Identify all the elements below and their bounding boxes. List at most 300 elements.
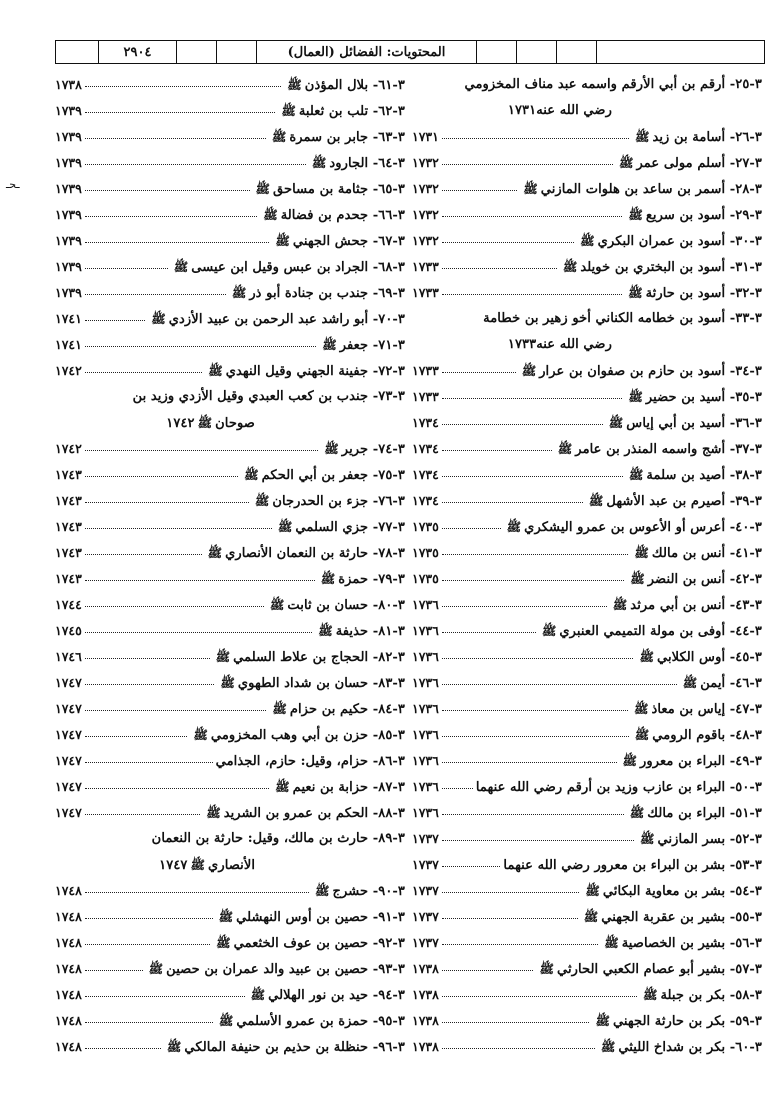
dot-leader: [85, 727, 188, 737]
entry-page-number: ١٧٤٨: [55, 1013, 82, 1028]
entry-page-number: ١٧٣٦: [412, 805, 439, 820]
entry-title: ٣-٦٥- جثامة بن مساحق: [273, 182, 405, 197]
entry-page-number: ١٧٣٧: [412, 909, 439, 924]
dot-leader: [442, 1039, 595, 1049]
toc-entry: [55, 124, 405, 150]
entry-page-number: ١٧٣٩: [55, 207, 82, 222]
toc-entry: [55, 280, 405, 306]
toc-entry: [412, 696, 762, 722]
toc-entry: [412, 176, 762, 202]
toc-entry: [55, 72, 405, 98]
dot-leader: [442, 467, 623, 477]
toc-entry: [412, 306, 762, 332]
entry-title: ٣-٧٩- حمزة: [338, 572, 405, 587]
entry-page-number: ١٧٣٦: [412, 727, 439, 742]
dot-leader: [85, 441, 318, 451]
toc-entry: [412, 1034, 762, 1060]
continuation-text: رضي الله عنه: [536, 103, 612, 118]
entry-title: ٣-٥١- البراء بن مالك: [647, 806, 762, 821]
entry-page-number: ١٧٤٨: [55, 987, 82, 1002]
entry-title: ٣-٤٢- أنس بن النضر: [647, 572, 762, 587]
honorific-glyph: ﷺ: [523, 182, 538, 196]
entry-title: ٣-٦١- بلال المؤذن: [304, 78, 405, 93]
dot-leader: [442, 909, 578, 919]
toc-entry: [412, 930, 762, 956]
honorific-glyph: ﷺ: [215, 650, 231, 664]
toc-entry: [55, 982, 405, 1008]
entry-title: ٣-٣٨- أصيد بن سلمة: [646, 468, 762, 483]
entry-title: ٣-٧٥- جعفر بن أبي الحكم: [261, 468, 405, 483]
honorific-glyph: ﷺ: [197, 416, 213, 430]
honorific-glyph: ﷺ: [634, 728, 650, 742]
toc-entry: [412, 72, 762, 98]
entry-page-number: ١٧٣٥: [412, 571, 439, 586]
entry-page-number: ١٧٣٨: [412, 987, 439, 1002]
entry-title: ٣-٨٧- حزابة بن نعيم: [292, 780, 405, 795]
entry-title: ٣-٦٠- بكر بن شداخ الليثي: [618, 1040, 762, 1055]
toc-entry: [412, 280, 762, 306]
entry-title: ٣-٦٣- جابر بن سمرة: [289, 130, 405, 145]
entry-title: ٣-٨١- حذيفة: [335, 624, 405, 639]
dot-leader: [85, 285, 226, 295]
toc-column-right: [412, 72, 762, 1060]
entry-title: ٣-٤٥- أوس الكلابي: [656, 650, 762, 665]
honorific-glyph: ﷺ: [580, 234, 595, 248]
honorific-glyph: ﷺ: [287, 78, 302, 92]
entry-page-number: ١٧٣٧: [412, 883, 439, 898]
honorific-glyph: ﷺ: [281, 104, 296, 118]
header-cell-empty: [476, 41, 516, 63]
entry-page-number: ١٧٤٢: [166, 416, 195, 431]
entry-page-number: ١٧٤٣: [55, 545, 82, 560]
dot-leader: [442, 233, 574, 243]
entry-title: ٣-٨٩- حارث بن مالك، وقيل: حارثة بن النعمان: [151, 831, 405, 846]
entry-title: ٣-٢٦- أسامة بن زيد: [652, 130, 762, 145]
entry-title: ٣-٥٢- بسر المازني: [657, 832, 762, 847]
entry-title: ٣-٩٥- حمزة بن عمرو الأسلمي: [236, 1014, 405, 1029]
entry-title: ٣-٦٢- تلب بن ثعلبة: [298, 104, 405, 119]
toc-entry: [55, 748, 405, 774]
continuation-text: رضي الله عنه: [536, 337, 612, 352]
entry-title: ٣-٧٦- جزء بن الحدرجان: [272, 494, 405, 509]
toc-entry: [412, 748, 762, 774]
entry-page-number: ١٧٤٢: [55, 441, 82, 456]
toc-entry: [412, 722, 762, 748]
honorific-glyph: ﷺ: [324, 442, 339, 456]
honorific-glyph: ﷺ: [595, 1014, 610, 1028]
honorific-glyph: ﷺ: [148, 962, 164, 976]
entry-title: ٣-٩٤- حيد بن نور الهلالي: [268, 988, 405, 1003]
entry-page-number: ١٧٣٨: [412, 1013, 439, 1028]
toc-entry: [412, 644, 762, 670]
toc-entry: [412, 358, 762, 384]
entry-page-number: ١٧٤٨: [55, 1039, 82, 1054]
honorific-glyph: ﷺ: [244, 468, 259, 482]
honorific-glyph: ﷺ: [628, 286, 643, 300]
dot-leader: [85, 987, 245, 997]
toc-entry: [412, 228, 762, 254]
honorific-glyph: ﷺ: [640, 832, 655, 846]
toc-entry: [55, 774, 405, 800]
page-number: ٢٩٠٤: [98, 41, 176, 63]
dot-leader: [85, 103, 276, 113]
honorific-glyph: ﷺ: [190, 858, 205, 872]
dot-leader: [85, 207, 257, 217]
dot-leader: [85, 883, 309, 893]
honorific-glyph: ﷺ: [269, 598, 285, 612]
entry-title: ٣-٤٧- إياس بن معاذ: [651, 702, 762, 717]
dot-leader: [442, 181, 517, 191]
honorific-glyph: ﷺ: [642, 988, 658, 1002]
header-title: المحتويات: الفضائل (العمال): [256, 41, 476, 63]
header-cell-empty: [596, 41, 764, 63]
toc-entry: [55, 618, 405, 644]
entry-page-number: ١٧٤٧: [55, 727, 82, 742]
dot-leader: [85, 467, 238, 477]
entry-page-number: ١٧٣٣: [412, 259, 439, 274]
entry-page-number: ١٧٤٤: [55, 597, 82, 612]
entry-page-number: ١٧٣٢: [412, 233, 439, 248]
honorific-glyph: ﷺ: [311, 156, 327, 170]
entry-page-number: ١٧٤٢: [55, 363, 82, 378]
honorific-glyph: ﷺ: [173, 260, 189, 274]
dot-leader: [85, 623, 312, 633]
entry-title: ٣-٢٩- أسود بن سريع: [645, 208, 762, 223]
entry-page-number: ١٧٣٦: [412, 649, 439, 664]
entry-page-number: ١٧٣٣: [412, 389, 439, 404]
honorific-glyph: ﷺ: [275, 234, 290, 248]
entry-continuation: [55, 852, 405, 878]
header-cell-empty: [56, 41, 98, 63]
dot-leader: [442, 883, 579, 893]
entry-page-number: ١٧٣٣: [412, 363, 439, 378]
entry-page-number: ١٧٣٩: [55, 259, 82, 274]
honorific-glyph: ﷺ: [318, 624, 333, 638]
entry-title: ٣-٨٠- حسان بن ثابت: [287, 598, 405, 613]
toc-entry: [55, 384, 405, 410]
entry-title: ٣-٥٤- بشر بن معاوية البكائي: [602, 884, 762, 899]
honorific-glyph: ﷺ: [320, 572, 336, 586]
honorific-glyph: ﷺ: [250, 988, 266, 1002]
dot-leader: [85, 311, 145, 321]
toc-entry: [412, 592, 762, 618]
toc-entry: [412, 488, 762, 514]
honorific-glyph: ﷺ: [557, 442, 573, 456]
dot-leader: [85, 1039, 161, 1049]
header-cell-empty: [216, 41, 256, 63]
honorific-glyph: ﷺ: [193, 728, 208, 742]
dot-leader: [442, 701, 628, 711]
entry-title: ٣-٥٧- بشير أبو عصام الكعبي الحارثي: [556, 962, 762, 977]
toc-entry: [55, 150, 405, 176]
dot-leader: [442, 259, 557, 269]
entry-page-number: ١٧٤١: [55, 337, 82, 352]
entry-title: ٣-٨٨- الحكم بن عمرو بن الشريد: [223, 806, 405, 821]
toc-entry: [55, 202, 405, 228]
entry-page-number: ١٧٣٤: [412, 467, 439, 482]
entry-page-number: ١٧٤٨: [55, 935, 82, 950]
dot-leader: [442, 961, 534, 971]
entry-title: ٣-٤٨- باقوم الرومي: [652, 728, 762, 743]
entry-title: ٣-٣٧- أشج واسمه المنذر بن عامر: [575, 442, 762, 457]
header-cell-empty: [516, 41, 556, 63]
honorific-glyph: ﷺ: [628, 468, 644, 482]
toc-entry: [55, 1034, 405, 1060]
honorific-glyph: ﷺ: [612, 598, 628, 612]
honorific-glyph: ﷺ: [277, 520, 293, 534]
entry-page-number: ١٧٣٩: [55, 155, 82, 170]
dot-leader: [442, 129, 629, 139]
honorific-glyph: ﷺ: [622, 754, 638, 768]
dot-leader: [442, 805, 624, 815]
entry-title: ٣-٣٠- أسود بن عمران البكري: [597, 234, 762, 249]
toc-entry: [55, 670, 405, 696]
toc-entry: [412, 956, 762, 982]
entry-page-number: ١٧٤٧: [159, 858, 188, 873]
dot-leader: [85, 675, 215, 685]
dot-leader: [442, 753, 617, 763]
honorific-glyph: ﷺ: [628, 390, 643, 404]
entry-page-number: ١٧٣٤: [412, 441, 439, 456]
entry-title: ٣-٣٩- أصيرم بن عبد الأشهل: [606, 494, 762, 509]
entry-title: ٣-٣١- أسود بن البختري بن خويلد: [580, 260, 762, 275]
entry-page-number: ١٧٤٧: [55, 675, 82, 690]
entry-page-number: ١٧٤٦: [55, 649, 82, 664]
continuation-text: الأنصاري: [208, 858, 255, 873]
entry-page-number: ١٧٤٧: [55, 779, 82, 794]
dot-leader: [442, 987, 637, 997]
toc-entry: [55, 462, 405, 488]
toc-entry: [55, 514, 405, 540]
honorific-glyph: ﷺ: [628, 208, 643, 222]
continuation-text: صوحان: [215, 416, 255, 431]
dot-leader: [442, 727, 629, 737]
honorific-glyph: ﷺ: [585, 884, 600, 898]
entry-page-number: ١٧٤٣: [55, 519, 82, 534]
honorific-glyph: ﷺ: [207, 546, 223, 560]
toc-entry: [55, 488, 405, 514]
toc-entry: [55, 176, 405, 202]
dot-leader: [85, 181, 250, 191]
entry-page-number: ١٧٣٥: [412, 519, 439, 534]
honorific-glyph: ﷺ: [634, 546, 649, 560]
dot-leader: [85, 363, 202, 373]
dot-leader: [85, 753, 213, 763]
toc-entry: [412, 618, 762, 644]
entry-continuation: [412, 98, 762, 124]
entry-page-number: ١٧٤٣: [55, 493, 82, 508]
honorific-glyph: ﷺ: [604, 936, 619, 950]
toc-entry: [412, 852, 762, 878]
honorific-glyph: ﷺ: [231, 286, 247, 300]
entry-page-number: ١٧٣٥: [412, 545, 439, 560]
entry-title: ٣-٧٢- جفينة الجهني وقيل النهدي: [225, 364, 405, 379]
toc-entry: [55, 592, 405, 618]
entry-title: ٣-٧٣- جندب بن كعب العبدي وقيل الأزدي وزيد بن: [132, 389, 405, 404]
entry-title: ٣-٢٧- أسلم مولى عمر: [636, 156, 762, 171]
entry-page-number: ١٧٣٩: [55, 233, 82, 248]
honorific-glyph: ﷺ: [166, 1040, 182, 1054]
toc-entry: [55, 566, 405, 592]
entry-page-number: ١٧٣٩: [55, 181, 82, 196]
toc-entry: [55, 826, 405, 852]
entry-title: ٣-٣٥- أسيد بن حضير: [645, 390, 762, 405]
dot-leader: [442, 935, 598, 945]
entry-title: ٣-٥٣- بشر بن البراء بن معرور رضي الله عنهما: [503, 858, 762, 873]
toc-entry: [55, 358, 405, 384]
dot-leader: [442, 649, 634, 659]
honorific-glyph: ﷺ: [541, 624, 557, 638]
entry-title: ٣-٨٦- حزام، وقيل: حازم، الجذامي: [215, 754, 405, 769]
dot-leader: [85, 337, 316, 347]
toc-column-left: [55, 72, 405, 1060]
honorific-glyph: ﷺ: [255, 182, 270, 196]
entry-page-number: ١٧٣٦: [412, 597, 439, 612]
entry-title: ٣-٧٤- جرير: [341, 442, 405, 457]
toc-entry: [412, 254, 762, 280]
honorific-glyph: ﷺ: [608, 416, 624, 430]
toc-entry: [55, 800, 405, 826]
entry-page-number: ١٧٣٢: [412, 207, 439, 222]
entry-title: ٣-٢٨- أسمر بن ساعد بن هلوات المازني: [540, 182, 762, 197]
dot-leader: [442, 285, 622, 295]
toc-entry: [412, 540, 762, 566]
entry-title: ٣-٣٢- أسود بن حارثة: [645, 286, 762, 301]
honorific-glyph: ﷺ: [682, 676, 698, 690]
dot-leader: [85, 493, 249, 503]
dot-leader: [442, 545, 629, 555]
dot-leader: [85, 935, 210, 945]
entry-title: ٣-٧٠- أبو راشد عبد الرحمن بن عبيد الأزدي: [168, 312, 405, 327]
dot-leader: [85, 1013, 213, 1023]
entry-page-number: ١٧٣٧: [412, 831, 439, 846]
toc-entry: [55, 540, 405, 566]
entry-title: ٣-٦٧- جحش الجهني: [292, 234, 405, 249]
honorific-glyph: ﷺ: [272, 702, 287, 716]
entry-title: ٣-٦٤- الجارود: [329, 156, 405, 171]
entry-page-number: ١٧٣٦: [412, 675, 439, 690]
entry-page-number: ١٧٣٧: [412, 935, 439, 950]
dot-leader: [442, 441, 552, 451]
toc-entry: [55, 1008, 405, 1034]
dot-leader: [85, 155, 306, 165]
honorific-glyph: ﷺ: [263, 208, 278, 222]
dot-leader: [85, 519, 272, 529]
entry-page-number: ١٧٣٤: [412, 493, 439, 508]
entry-title: ٣-٨٥- حزن بن أبي وهب المخزومي: [210, 728, 405, 743]
dot-leader: [85, 961, 143, 971]
entry-page-number: ١٧٤٣: [55, 467, 82, 482]
entry-page-number: ١٧٤٨: [55, 961, 82, 976]
dot-leader: [442, 597, 607, 607]
entry-page-number: ١٧٤٥: [55, 623, 82, 638]
header-cell-empty: [556, 41, 596, 63]
toc-entry: [55, 436, 405, 462]
entry-title: ٣-٧٧- جزي السلمي: [295, 520, 405, 535]
entry-title: ٣-٣٣- أسود بن خطامه الكناني أخو زهير بن خطامة: [483, 311, 762, 326]
entry-title: ٣-٥٠- البراء بن عازب وزيد بن أرقم رضي الله عنهما: [475, 780, 762, 795]
entry-page-number: ١٧٤٨: [55, 909, 82, 924]
honorific-glyph: ﷺ: [600, 1040, 616, 1054]
entry-page-number: ١٧٣٣: [507, 337, 537, 352]
honorific-glyph: ﷺ: [630, 572, 645, 586]
entry-continuation: [55, 410, 405, 436]
dot-leader: [85, 909, 213, 919]
entry-title: ٣-٦٦- جحدم بن فضالة: [280, 208, 405, 223]
entry-title: ٣-٤٠- أعرس أو الأعوس بن عمرو اليشكري: [524, 520, 762, 535]
entry-title: ٣-٥٩- بكر بن حارثة الجهني: [612, 1014, 762, 1029]
honorific-glyph: ﷺ: [216, 936, 231, 950]
toc-entry: [412, 410, 762, 436]
dot-leader: [85, 649, 210, 659]
entry-page-number: ١٧٣٨: [55, 77, 82, 92]
entry-title: ٣-٧٨- حارثة بن النعمان الأنصاري: [225, 546, 405, 561]
dot-leader: [85, 77, 281, 87]
honorific-glyph: ﷺ: [208, 364, 223, 378]
dot-leader: [442, 363, 516, 373]
entry-page-number: ١٧٣٧: [412, 857, 439, 872]
toc-entry: [412, 150, 762, 176]
entry-page-number: ١٧٤١: [55, 311, 82, 326]
honorific-glyph: ﷺ: [634, 130, 650, 144]
honorific-glyph: ﷺ: [314, 884, 330, 898]
entry-page-number: ١٧٣١: [507, 103, 537, 118]
entry-title: ٣-٩٣- حصين بن عبيد والد عمران بن حصين: [166, 962, 405, 977]
dot-leader: [442, 857, 501, 867]
honorific-glyph: ﷺ: [562, 260, 578, 274]
entry-title: ٣-٢٥- أرقم بن أبي الأرقم واسمه عبد مناف المخزومي: [464, 77, 762, 92]
entry-page-number: ١٧٣٤: [412, 415, 439, 430]
dot-leader: [442, 675, 677, 685]
entry-page-number: ١٧٣١: [412, 129, 439, 144]
entry-page-number: ١٧٣٦: [412, 779, 439, 794]
toc-entry: [55, 306, 405, 332]
toc-entry: [412, 514, 762, 540]
entry-page-number: ١٧٤٧: [55, 805, 82, 820]
entry-page-number: ١٧٣٩: [55, 103, 82, 118]
toc-entry: [412, 384, 762, 410]
honorific-glyph: ﷺ: [218, 1014, 234, 1028]
toc-entry: [412, 462, 762, 488]
entry-page-number: ١٧٣٦: [412, 753, 439, 768]
entry-title: ٣-٨٣- حسان بن شداد الطهوي: [237, 676, 405, 691]
dot-leader: [442, 389, 622, 399]
dot-leader: [442, 623, 536, 633]
honorific-glyph: ﷺ: [220, 676, 235, 690]
entry-title: ٣-٤٣- أنس بن أبي مرثد: [630, 598, 762, 613]
honorific-glyph: ﷺ: [618, 156, 634, 170]
entry-page-number: ١٧٣٨: [412, 961, 439, 976]
dot-leader: [442, 571, 624, 581]
toc-entry: [55, 228, 405, 254]
entry-title: ٣-٥٨- بكر بن جبلة: [660, 988, 762, 1003]
entry-title: ٣-٦٨- الجراد بن عبس وقيل ابن عيسى: [191, 260, 405, 275]
honorific-glyph: ﷺ: [271, 130, 287, 144]
honorific-glyph: ﷺ: [588, 494, 604, 508]
dot-leader: [442, 831, 634, 841]
entry-title: ٣-٣٤- أسود بن حازم بن صفوان بن عرار: [539, 364, 762, 379]
entry-title: ٣-٥٥- بشير بن عقربة الجهني: [601, 910, 762, 925]
entry-title: ٣-٥٦- بشير بن الخصاصية: [621, 936, 762, 951]
entry-page-number: ١٧٣٦: [412, 623, 439, 638]
margin-mark: ـحـ: [6, 178, 20, 191]
entry-page-number: ١٧٤٨: [55, 883, 82, 898]
entry-page-number: ١٧٤٧: [55, 701, 82, 716]
dot-leader: [85, 545, 202, 555]
entry-continuation: [412, 332, 762, 358]
entry-title: ٣-٣٦- أسيد بن أبي إياس: [626, 416, 762, 431]
entry-page-number: ١٧٣٨: [412, 1039, 439, 1054]
